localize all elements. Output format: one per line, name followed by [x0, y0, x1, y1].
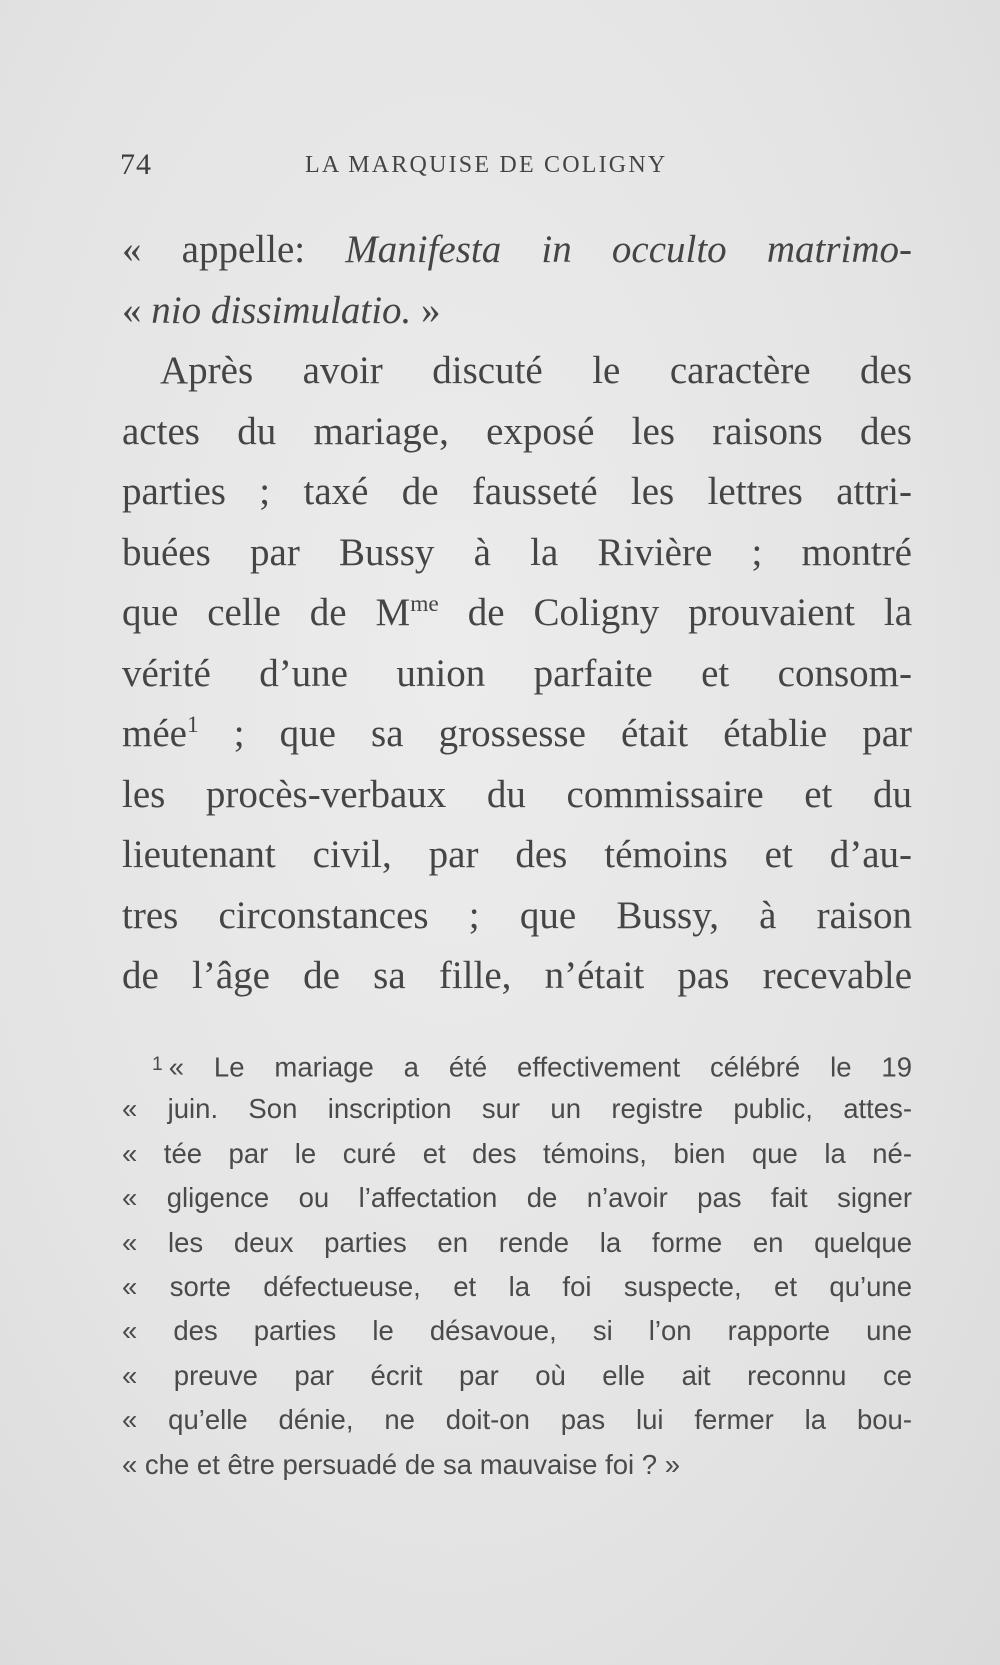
- text-line: parties ; taxé de fausseté les lettres attri-: [122, 470, 912, 513]
- footnote: [122, 1043, 912, 1487]
- text-line: Après avoir discuté le caractère des: [160, 349, 912, 392]
- superscript: me: [410, 591, 439, 617]
- page-number: 74: [120, 148, 152, 181]
- footnote-line: « sorte défectueuse, et la foi suspecte, et qu’une: [122, 1270, 912, 1302]
- text-line: actes du mariage, exposé les raisons des: [122, 409, 912, 453]
- running-title: LA MARQUISE DE COLIGNY: [305, 152, 668, 178]
- footnote-line: « les deux parties en rende la forme en quelque: [122, 1226, 912, 1258]
- main-text: [122, 220, 912, 1007]
- footnote-line: « tée par le curé et des témoins, bien que la né-: [122, 1137, 912, 1169]
- text-line: « appelle: Manifesta in occulto matrimo-: [122, 228, 912, 271]
- text-line: les procès-verbaux du commissaire et du: [122, 772, 912, 816]
- text-line: buées par Bussy à la Rivière ; montré: [122, 530, 912, 574]
- page-header: [120, 148, 910, 188]
- text-line: « nio dissimulatio. »: [122, 288, 441, 332]
- footnote-line: « qu’elle dénie, ne doit-on pas lui fermer la bou-: [122, 1404, 912, 1436]
- footnote-reference: 1: [186, 712, 199, 738]
- footnote-line: « gligence ou l’affectation de n’avoir pas fait signer: [122, 1182, 912, 1214]
- text-line: vérité d’une union parfaite et consom-: [122, 651, 912, 695]
- text-line: de l’âge de sa fille, n’était pas recevable: [122, 954, 912, 997]
- footnote-line: « preuve par écrit par où elle ait reconnu ce: [122, 1359, 912, 1391]
- footnote-line: $^1$ « Le mariage a été effectivement célébré le 19: [152, 1051, 912, 1083]
- text-line: tres circonstances ; que Bussy, à raison: [122, 893, 912, 937]
- text-line: que celle de $M^{me}$ de Coligny prouvaient la: [122, 591, 912, 634]
- footnote-line: « des parties le désavoue, si l’on rapporte une: [122, 1315, 912, 1347]
- text-line: mée$^1$ ; que sa grossesse était établie par: [122, 712, 912, 755]
- footnote-line: « juin. Son inscription sur un registre public, attes-: [122, 1093, 912, 1125]
- footnote-line: « che et être persuadé de sa mauvaise foi ? »: [122, 1448, 680, 1480]
- footnote-marker: 1: [152, 1054, 163, 1075]
- text-line: lieutenant civil, par des témoins et d’au-: [122, 833, 912, 876]
